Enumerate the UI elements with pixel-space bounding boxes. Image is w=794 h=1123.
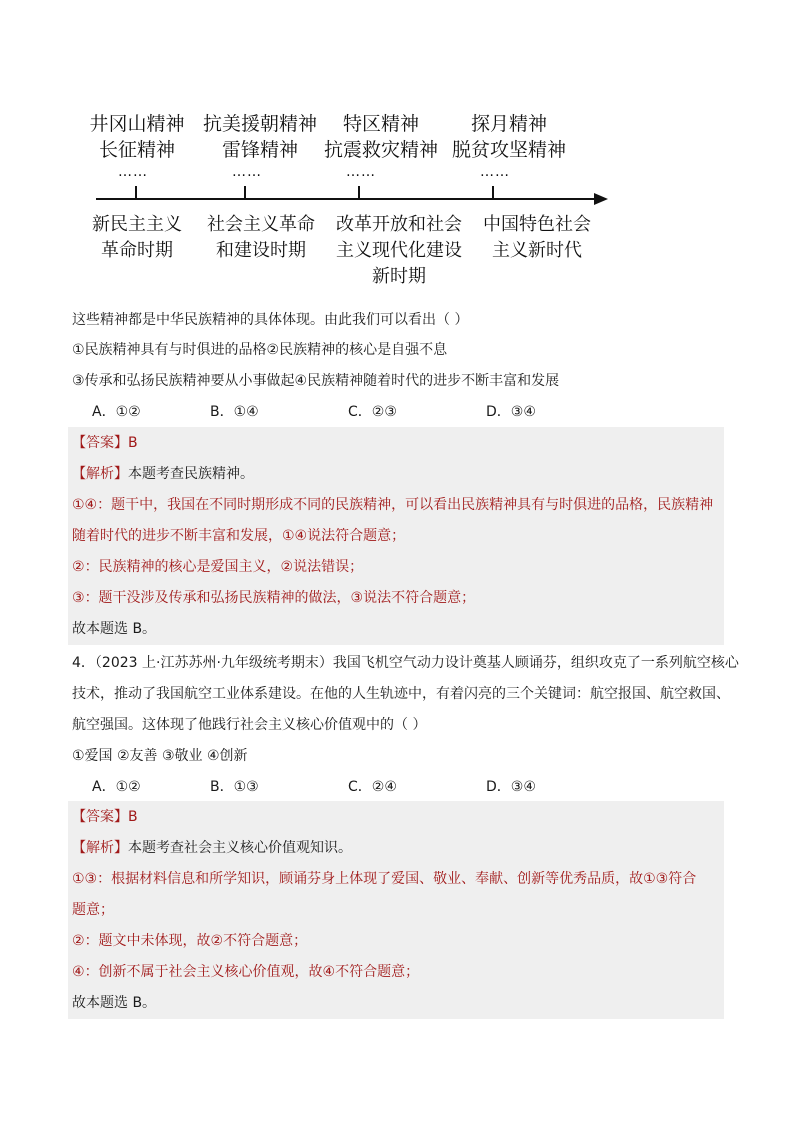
timeline-spirit-1 xyxy=(78,111,196,163)
analysis-text: ：题干中，我国在不同时期形成不同的民族精神，可以看出民族精神具有与时俱进的品格，民族精神 xyxy=(97,497,714,513)
q4-answer-box xyxy=(68,801,724,1019)
spirit-label: 脱贫攻坚精神 xyxy=(451,139,566,161)
spirit-label: 雷锋精神 xyxy=(221,139,298,161)
q4-option-a[interactable]: A．①② xyxy=(92,779,141,795)
period-label: 和建设时期 xyxy=(216,240,306,261)
question-text: 我国飞机空气动力设计奠基人顾诵芬，组织攻克了一系列航空核心 xyxy=(332,655,739,671)
timeline-arrow-icon xyxy=(594,193,608,205)
spirit-label: 探月精神 xyxy=(470,113,547,135)
ellipsis-4: …… xyxy=(480,164,510,180)
spirit-label: 抗震救灾精神 xyxy=(323,139,438,161)
q4-stem-2: 技术，推动了我国航空工业体系建设。在他的人生轨迹中，有着闪亮的三个关键词：航空报国、航空救国、 xyxy=(72,686,730,702)
period-label: 中国特色社会 xyxy=(483,214,591,235)
timeline-tick xyxy=(135,186,137,198)
q3-statement-2: ③传承和弘扬民族精神要从小事做起④民族精神随着时代的进步不断丰富和发展 xyxy=(72,373,560,389)
statement-mark: ④ xyxy=(72,964,85,980)
statement-mark: ② xyxy=(72,559,85,575)
question-source: （2023 上·江苏苏州·九年级统考期末） xyxy=(94,655,333,671)
analysis-text: ：创新不属于社会主义核心价值观，故④不符合题意； xyxy=(84,964,420,980)
q3-option-b[interactable]: B．①④ xyxy=(210,404,259,420)
q4-analysis-head xyxy=(72,838,352,858)
q3-analysis-2 xyxy=(72,557,363,577)
analysis-label: 【解析】 xyxy=(72,840,128,856)
q4-choices: ①爱国 ②友善 ③敬业 ④创新 xyxy=(72,748,248,764)
analysis-text: ：题文中未体现，故②不符合题意； xyxy=(84,933,308,949)
q3-conclusion: 故本题选 B。 xyxy=(72,621,157,637)
timeline-tick xyxy=(358,186,360,198)
timeline-tick xyxy=(492,186,494,198)
q3-option-d[interactable]: D．③④ xyxy=(486,404,536,420)
analysis-text: ：根据材料信息和所学知识，顾诵芬身上体现了爱国、敬业、奉献、创新等优秀品质，故①③符合 xyxy=(97,871,697,887)
timeline-spirit-2 xyxy=(196,111,324,163)
q3-option-a[interactable]: A．①② xyxy=(92,404,141,420)
period-label: 社会主义革命 xyxy=(207,214,315,235)
q3-answer: 【答案】B xyxy=(72,435,138,451)
timeline-diagram xyxy=(0,0,794,300)
analysis-text: 本题考查民族精神。 xyxy=(128,466,254,482)
timeline-spirit-4 xyxy=(444,111,574,163)
ellipsis-3: …… xyxy=(346,164,376,180)
period-label: 主义新时代 xyxy=(492,240,582,261)
timeline-period-4 xyxy=(474,212,600,264)
statement-mark: ①③ xyxy=(72,871,98,887)
q3-stem: 这些精神都是中华民族精神的具体体现。由此我们可以看出（ ） xyxy=(72,312,469,328)
spirit-label: 长征精神 xyxy=(98,139,175,161)
q4-analysis-3 xyxy=(72,962,419,982)
timeline-axis xyxy=(96,198,596,200)
analysis-label: 【解析】 xyxy=(72,466,128,482)
spirit-label: 井冈山精神 xyxy=(89,113,185,135)
period-label: 革命时期 xyxy=(101,240,173,261)
period-label: 主义现代化建设 xyxy=(336,240,462,261)
spirit-label: 特区精神 xyxy=(342,113,419,135)
period-label: 新时期 xyxy=(372,266,426,287)
analysis-text: ：民族精神的核心是爱国主义，②说法错误； xyxy=(84,559,364,575)
analysis-text: ：题干没涉及传承和弘扬民族精神的做法，③说法不符合题意； xyxy=(84,590,476,606)
q3-analysis-1b: 随着时代的进步不断丰富和发展，①④说法符合题意； xyxy=(72,528,406,544)
timeline-period-2 xyxy=(198,212,324,264)
timeline-spirit-3 xyxy=(318,111,444,163)
q4-stem-3: 航空强国。这体现了他践行社会主义核心价值观中的（ ） xyxy=(72,717,427,733)
q3-statement-1: ①民族精神具有与时俱进的品格②民族精神的核心是自强不息 xyxy=(72,342,448,358)
q3-analysis-3 xyxy=(72,588,475,608)
spirit-label: 抗美援朝精神 xyxy=(202,113,317,135)
statement-mark: ② xyxy=(72,933,85,949)
period-label: 改革开放和社会 xyxy=(336,214,462,235)
q4-analysis-2 xyxy=(72,931,307,951)
question-number: 4． xyxy=(72,655,95,671)
q4-stem-1 xyxy=(72,653,739,673)
q4-conclusion: 故本题选 B。 xyxy=(72,995,157,1011)
statement-mark: ①④ xyxy=(72,497,98,513)
analysis-text: 本题考查社会主义核心价值观知识。 xyxy=(128,840,352,856)
q4-option-c[interactable]: C．②④ xyxy=(348,779,397,795)
q4-option-b[interactable]: B．①③ xyxy=(210,779,259,795)
timeline-period-1 xyxy=(76,212,198,264)
q3-answer-box xyxy=(68,427,724,645)
ellipsis-1: …… xyxy=(118,164,148,180)
timeline-period-3 xyxy=(326,212,472,290)
q4-option-d[interactable]: D．③④ xyxy=(486,779,536,795)
q4-analysis-1b: 题意； xyxy=(72,902,114,918)
ellipsis-2: …… xyxy=(232,164,262,180)
period-label: 新民主主义 xyxy=(92,214,182,235)
q3-analysis-1 xyxy=(72,495,713,515)
q3-option-c[interactable]: C．②③ xyxy=(348,404,397,420)
q4-analysis-1 xyxy=(72,869,696,889)
q3-analysis-head xyxy=(72,464,254,484)
timeline-tick xyxy=(244,186,246,198)
q4-answer: 【答案】B xyxy=(72,809,138,825)
statement-mark: ③ xyxy=(72,590,85,606)
